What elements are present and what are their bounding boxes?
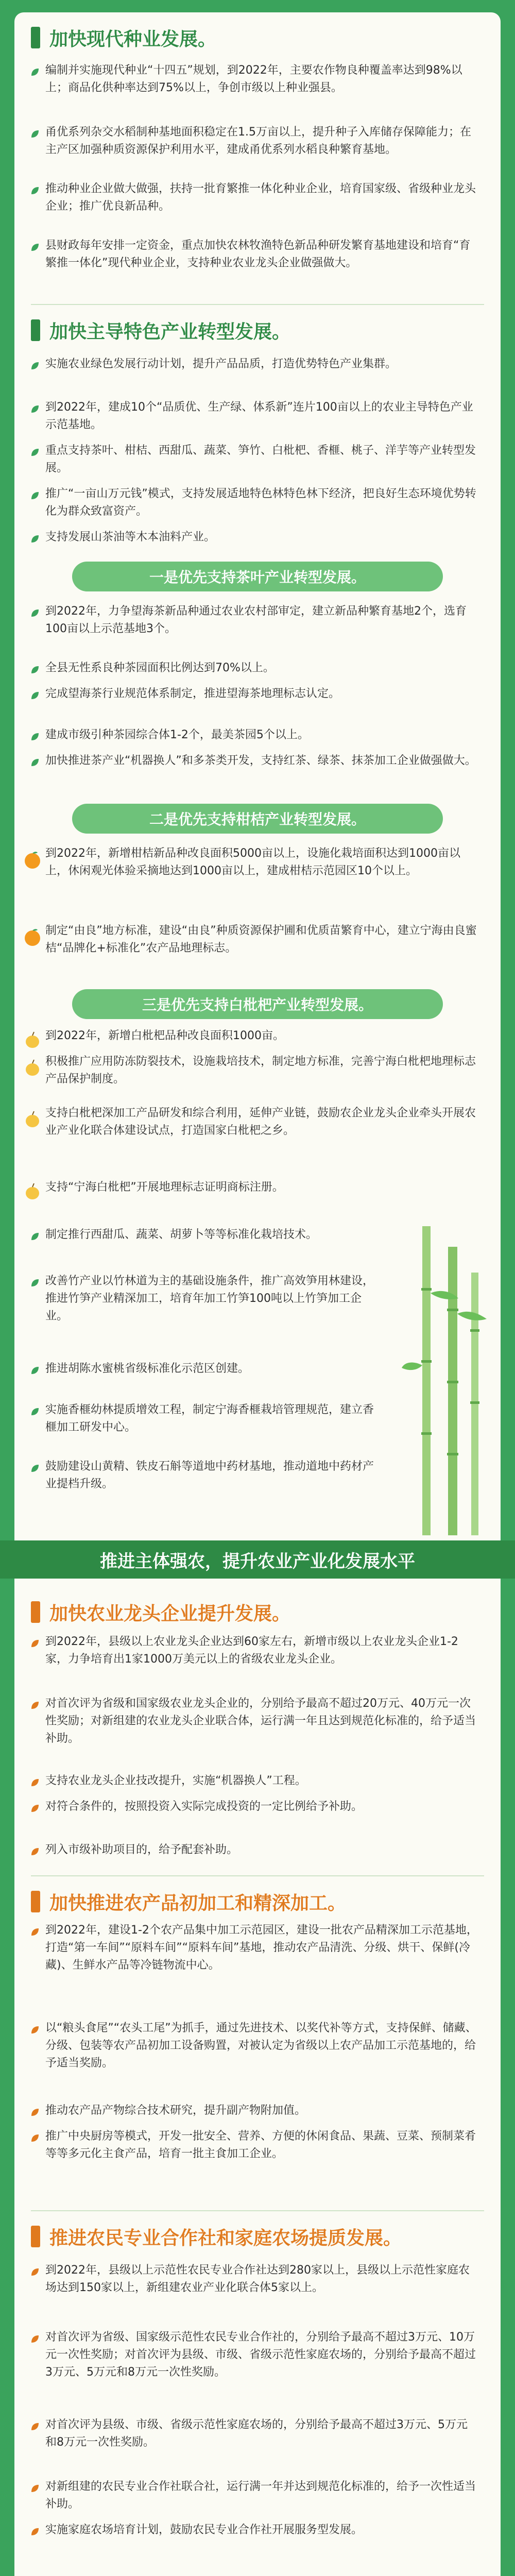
- cooperative-item: 对首次评为县级、市级、省级示范性家庭农场的，分别给予最高不超过3万元、5万元和8万元一次性奖励。: [45, 2418, 468, 2449]
- leaf-bullet-icon: [30, 1803, 40, 1814]
- leaf-bullet-icon: [30, 690, 40, 701]
- loquat-item: 鼓励建设山黄精、铁皮石斛等道地中药材基地，推动道地中药材产业提档升级。: [45, 1460, 374, 1490]
- leaf-bullet-icon: [30, 2527, 40, 2537]
- orange-icon: [23, 927, 42, 947]
- featured-item: 支持发展山茶油等木本油料产业。: [45, 531, 216, 544]
- tea-item: 全县无性系良种茶园面积比例达到70%以上。: [45, 662, 274, 674]
- section-title-cooperatives: 推进农民专业合作社和家庭农场提质发展。: [31, 2222, 402, 2251]
- seed-item: 甬优系列杂交水稻制种基地面积稳定在1.5万亩以上，提升种子入库储存保障能力；在主产区加强种质资源保护利用水平，建成甬优系列水稻良种繁育基地。: [45, 126, 471, 156]
- leaf-bullet-icon: [30, 608, 40, 618]
- divider: [31, 2210, 484, 2211]
- featured-item: 到2022年，建成10个“品质优、生产绿、体系新”连片100亩以上的农业主导特色产业示范基地。: [45, 401, 473, 431]
- loquat-item: 支持白枇杷深加工产品研发和综合利用，延伸产业链，鼓励农企业龙头企业牵头开展农业产业化联合体建设试点，打造国家白枇杷之乡。: [45, 1107, 476, 1137]
- processing-item: 到2022年，建设1-2个农产品集中加工示范园区，建设一批农产品精深加工示范基地，打造“第一车间”“原料车间”“原料车间”基地，推动农产品清洗、分级、烘干、保鲜(冷藏)、生鲜水产品等冷链物流中心。: [45, 1924, 478, 1972]
- section-title-leading-enterprises: 加快农业龙头企业提升发展。: [31, 1597, 290, 1627]
- loquat-icon: [23, 1030, 42, 1050]
- leaf-bullet-icon: [30, 1406, 40, 1417]
- title-flag-icon: [31, 1891, 40, 1912]
- leaf-bullet-icon: [30, 490, 40, 501]
- leaf-bullet-icon: [30, 447, 40, 457]
- orange-icon: [23, 850, 42, 870]
- leaf-bullet-icon: [30, 242, 40, 252]
- enterprise-item: 对首次评为省级和国家级农业龙头企业的，分别给予最高不超过20万元、40万元一次性奖励；对新组建的农业龙头企业联合体，运行满一年且达到规范化标准的，给予适当补助。: [45, 1697, 476, 1745]
- enterprise-item: 到2022年，县级以上农业龙头企业达到60家左右，新增市级以上农业龙头企业1-2家，力争培育出1家1000万美元以上的省级农业龙头企业。: [45, 1635, 458, 1666]
- leaf-bullet-icon: [30, 2483, 40, 2494]
- leaf-bullet-icon: [30, 361, 40, 371]
- title-flag-icon: [31, 1601, 40, 1623]
- loquat-icon: [23, 1058, 42, 1078]
- seed-item: 推动种业企业做大做强，扶持一批育繁推一体化种业企业，培育国家级、省级种业龙头企业；推广优良新品种。: [45, 182, 476, 213]
- leaf-bullet-icon: [30, 665, 40, 675]
- enterprise-item: 对符合条件的，按照投资入实际完成投资的一定比例给予补助。: [45, 1800, 363, 1813]
- loquat-item: 支持“宁海白枇杷”开展地理标志证明商标注册。: [45, 1181, 284, 1194]
- loquat-item: 推进胡陈水蜜桃省级标准化示范区创建。: [45, 1362, 250, 1375]
- leaf-bullet-icon: [30, 1846, 40, 1857]
- cooperative-item: 对首次评为省级、国家级示范性农民专业合作社的，分别给予最高不超过3万元、10万元一次性奖励；对首次评为县级、市级、省级示范性家庭农场的，分别给予最高不超过3万元、5万元和8万元一次性奖励。: [45, 2331, 476, 2379]
- leaf-bullet-icon: [30, 185, 40, 196]
- title-flag-icon: [31, 319, 40, 341]
- loquat-item: 到2022年，新增白枇杷品种改良面积1000亩。: [45, 1029, 284, 1042]
- leaf-bullet-icon: [30, 1231, 40, 1242]
- subsection-bar-citrus: 二是优先支持柑桔产业转型发展。: [72, 804, 443, 834]
- loquat-icon: [23, 1182, 42, 1201]
- tea-item: 建成市级引种茶园综合体1-2个，最美茶园5个以上。: [45, 728, 309, 741]
- divider: [31, 304, 484, 305]
- leaf-bullet-icon: [30, 2025, 40, 2035]
- seed-item: 县财政每年安排一定资金，重点加快农林牧渔特色新品种研发繁育基地建设和培育“育繁推一体化”现代种业企业，支持种业农业龙头企业做强做大。: [45, 239, 471, 269]
- section-title-processing: 加快推进农产品初加工和精深加工。: [31, 1887, 346, 1917]
- cooperative-item: 到2022年，县级以上示范性农民专业合作社达到280家以上，县级以上示范性家庭农场达到150家以上，新组建农业产业化联合体5家以上。: [45, 2264, 470, 2294]
- leaf-bullet-icon: [30, 404, 40, 414]
- featured-item: 实施农业绿色发展行动计划，提升产品品质，打造优势特色产业集群。: [45, 358, 397, 370]
- enterprise-item: 列入市级补助项目的，给予配套补助。: [45, 1843, 238, 1856]
- subsection-bar-tea: 一是优先支持茶叶产业转型发展。: [72, 562, 443, 591]
- leaf-bullet-icon: [30, 732, 40, 742]
- processing-item: 推动农产品产物综合技术研究，提升副产物附加值。: [45, 2104, 306, 2117]
- leaf-bullet-icon: [30, 2421, 40, 2432]
- loquat-item: 积极推广应用防冻防裂技术，设施栽培技术，制定地方标准，完善宁海白枇杷地理标志产品保护制度。: [45, 1055, 476, 1086]
- leaf-bullet-icon: [30, 2334, 40, 2344]
- featured-item: 推广“一亩山万元钱”模式，支持发展适地特色林特色林下经济，把良好生态环境优势转化为群众致富资产。: [45, 487, 476, 518]
- title-flag-icon: [31, 2226, 40, 2247]
- section-title-seed-industry: 加快现代种业发展。: [31, 23, 216, 53]
- loquat-icon: [23, 1110, 42, 1129]
- subsection-bar-loquat: 三是优先支持白枇杷产业转型发展。: [72, 989, 443, 1019]
- section-banner: 推进主体强农，提升农业产业化发展水平: [0, 1540, 515, 1579]
- loquat-item: 改善竹产业以竹林道为主的基础设施条件，推广高效笋用林建设，推进竹笋产业精深加工，培育年加工竹笋100吨以上竹笋加工企业。: [45, 1275, 374, 1323]
- tea-item: 完成望海茶行业规范体系制定，推进望海茶地理标志认定。: [45, 687, 340, 700]
- leaf-bullet-icon: [30, 757, 40, 768]
- bamboo-illustration: [402, 1226, 494, 1535]
- leaf-bullet-icon: [30, 2107, 40, 2117]
- leaf-bullet-icon: [30, 1927, 40, 1937]
- processing-item: 推广中央厨房等模式，开发一批安全、营养、方便的休闲食品、果蔬、豆菜、预制菜肴等等多元化主食产品，培育一批主食加工企业。: [45, 2130, 476, 2160]
- tea-item: 到2022年，力争望海茶新品种通过农业农村部审定，建立新品种繁育基地2个，选育100亩以上示范基地3个。: [45, 605, 467, 635]
- cooperative-item: 实施家庭农场培育计划，鼓励农民专业合作社开展服务型发展。: [45, 2523, 363, 2536]
- section-title-featured-industries: 加快主导特色产业转型发展。: [31, 315, 290, 345]
- seed-item: 编制并实施现代种业“十四五”规划，到2022年，主要农作物良种覆盖率达到98%以上；商品化供种率达到75%以上，争创市级以上种业强县。: [45, 64, 462, 94]
- leaf-bullet-icon: [30, 534, 40, 544]
- citrus-item: 到2022年，新增柑桔新品种改良面积5000亩以上，设施化栽培面积达到1000亩以上，休闲观光体验采摘地达到1000亩以上，建成柑桔示范园区10个以上。: [45, 847, 460, 877]
- featured-item: 重点支持茶叶、柑桔、西甜瓜、蔬菜、笋竹、白枇杷、香榧、桃子、洋芋等产业转型发展。: [45, 444, 476, 474]
- leaf-bullet-icon: [30, 1365, 40, 1376]
- title-flag-icon: [31, 27, 40, 48]
- leaf-bullet-icon: [30, 1700, 40, 1710]
- leaf-bullet-icon: [30, 2133, 40, 2143]
- divider: [31, 1875, 484, 1876]
- leaf-bullet-icon: [30, 2267, 40, 2277]
- leaf-bullet-icon: [30, 1777, 40, 1788]
- enterprise-item: 支持农业龙头企业技改提升，实施“机器换人”工程。: [45, 1774, 306, 1787]
- leaf-bullet-icon: [30, 1463, 40, 1473]
- leaf-bullet-icon: [30, 1638, 40, 1649]
- loquat-item: 制定推行西甜瓜、蔬菜、胡萝卜等等标准化栽培技术。: [45, 1228, 318, 1241]
- loquat-item: 实施香榧幼林提质增效工程，制定宁海香榧栽培管理规范，建立香榧加工研发中心。: [45, 1403, 374, 1434]
- citrus-item: 制定“由良”地方标准，建设“由良”种质资源保护圃和优质苗繁育中心，建立宁海由良蜜桔“品牌化+标准化”农产品地理标志。: [45, 924, 477, 955]
- leaf-bullet-icon: [30, 129, 40, 139]
- cooperative-item: 对新组建的农民专业合作社联合社，运行满一年并达到规范化标准的，给予一次性适当补助。: [45, 2480, 476, 2511]
- processing-item: 以“粮头食尾”“农头工尾”为抓手，通过先进技术、以奖代补等方式，支持保鲜、储藏、分级、包装等农产品初加工设备购置，对被认定为省级以上农产品加工示范基地的，给予适当奖励。: [45, 2022, 477, 2070]
- leaf-bullet-icon: [30, 1278, 40, 1288]
- tea-item: 加快推进茶产业“机器换人”和多茶类开发，支持红茶、绿茶、抹茶加工企业做强做大。: [45, 754, 476, 767]
- leaf-bullet-icon: [30, 67, 40, 77]
